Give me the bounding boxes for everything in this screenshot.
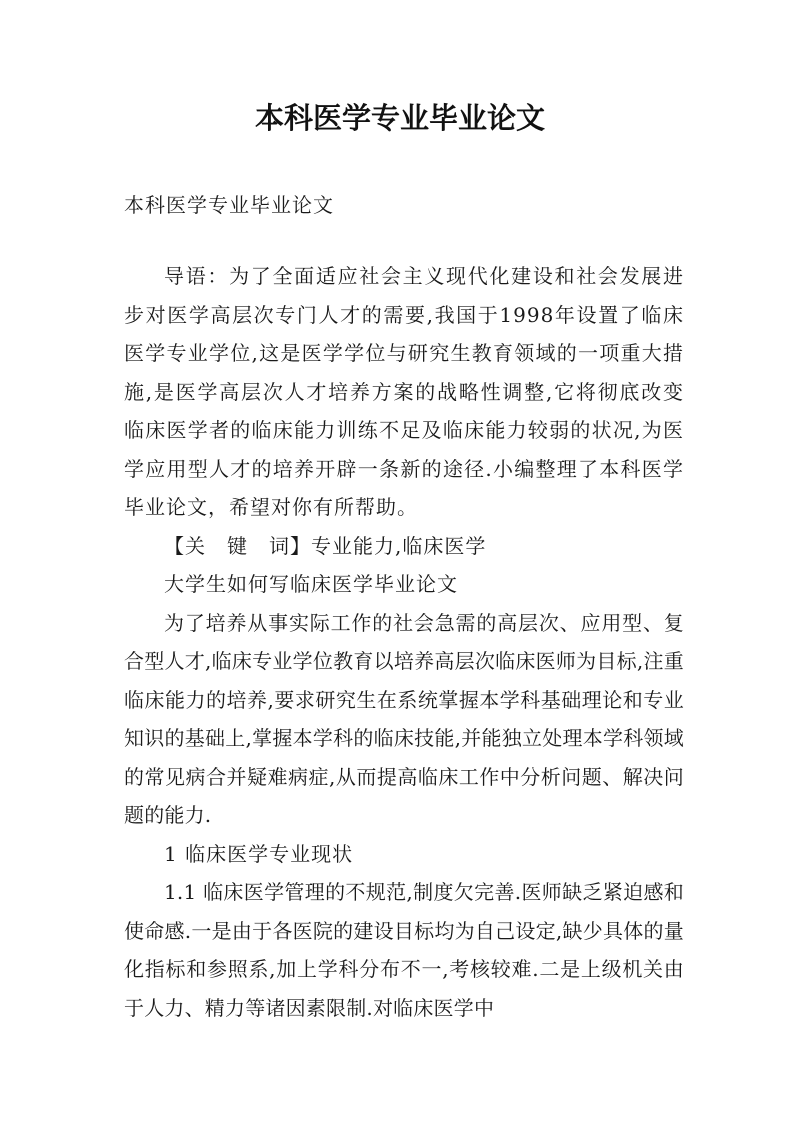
paragraph-keywords: 【关 键 词】专业能力,临床医学 — [164, 533, 487, 558]
document-title: 本科医学专业毕业论文 — [254, 101, 545, 135]
paragraph-intro: 导语：为了全面适应社会主义现代化建设和社会发展进步对医学高层次专门人才的需要,我国于1998年设置了临床医学专业学位,这是医学学位与研究生教育领域的一项重大措施,是医学高层次人才培养方案的战略性调整,它将彻底改变临床医学者的临床能力训练不足及临床能力较弱的状况,为医学应用型人才的培养开辟一条新的途径.小编整理了本科医学毕业论文，希望对你有所帮助。 — [124, 264, 684, 519]
paragraph-training-goals: 为了培养从事实际工作的社会急需的高层次、应用型、复合型人才,临床专业学位教育以培养高层次临床医师为目标,注重临床能力的培养,要求研究生在系统掌握本学科基础理论和专业知识的基础上,掌握本学科的临床技能,并能独立处理本学科领域的常见病合并疑难病症,从而提高临床工作中分析问题、解决问题的能力. — [124, 610, 684, 827]
section-heading-1: 1 临床医学专业现状 — [164, 841, 354, 866]
paragraph-section-1-1: 1.1 临床医学管理的不规范,制度欠完善.医师缺乏紧迫感和使命感.一是由于各医院的建设目标均为自己设定,缺少具体的量化指标和参照系,加上学科分布不一,考核较难.二是上级机关由于人力、精力等诸因素限制.对临床医学中 — [124, 880, 684, 1020]
document-subtitle: 本科医学专业毕业论文 — [124, 193, 334, 217]
paragraph-heading-how-to-write: 大学生如何写临床医学毕业论文 — [164, 572, 458, 596]
document-body — [124, 257, 684, 1027]
